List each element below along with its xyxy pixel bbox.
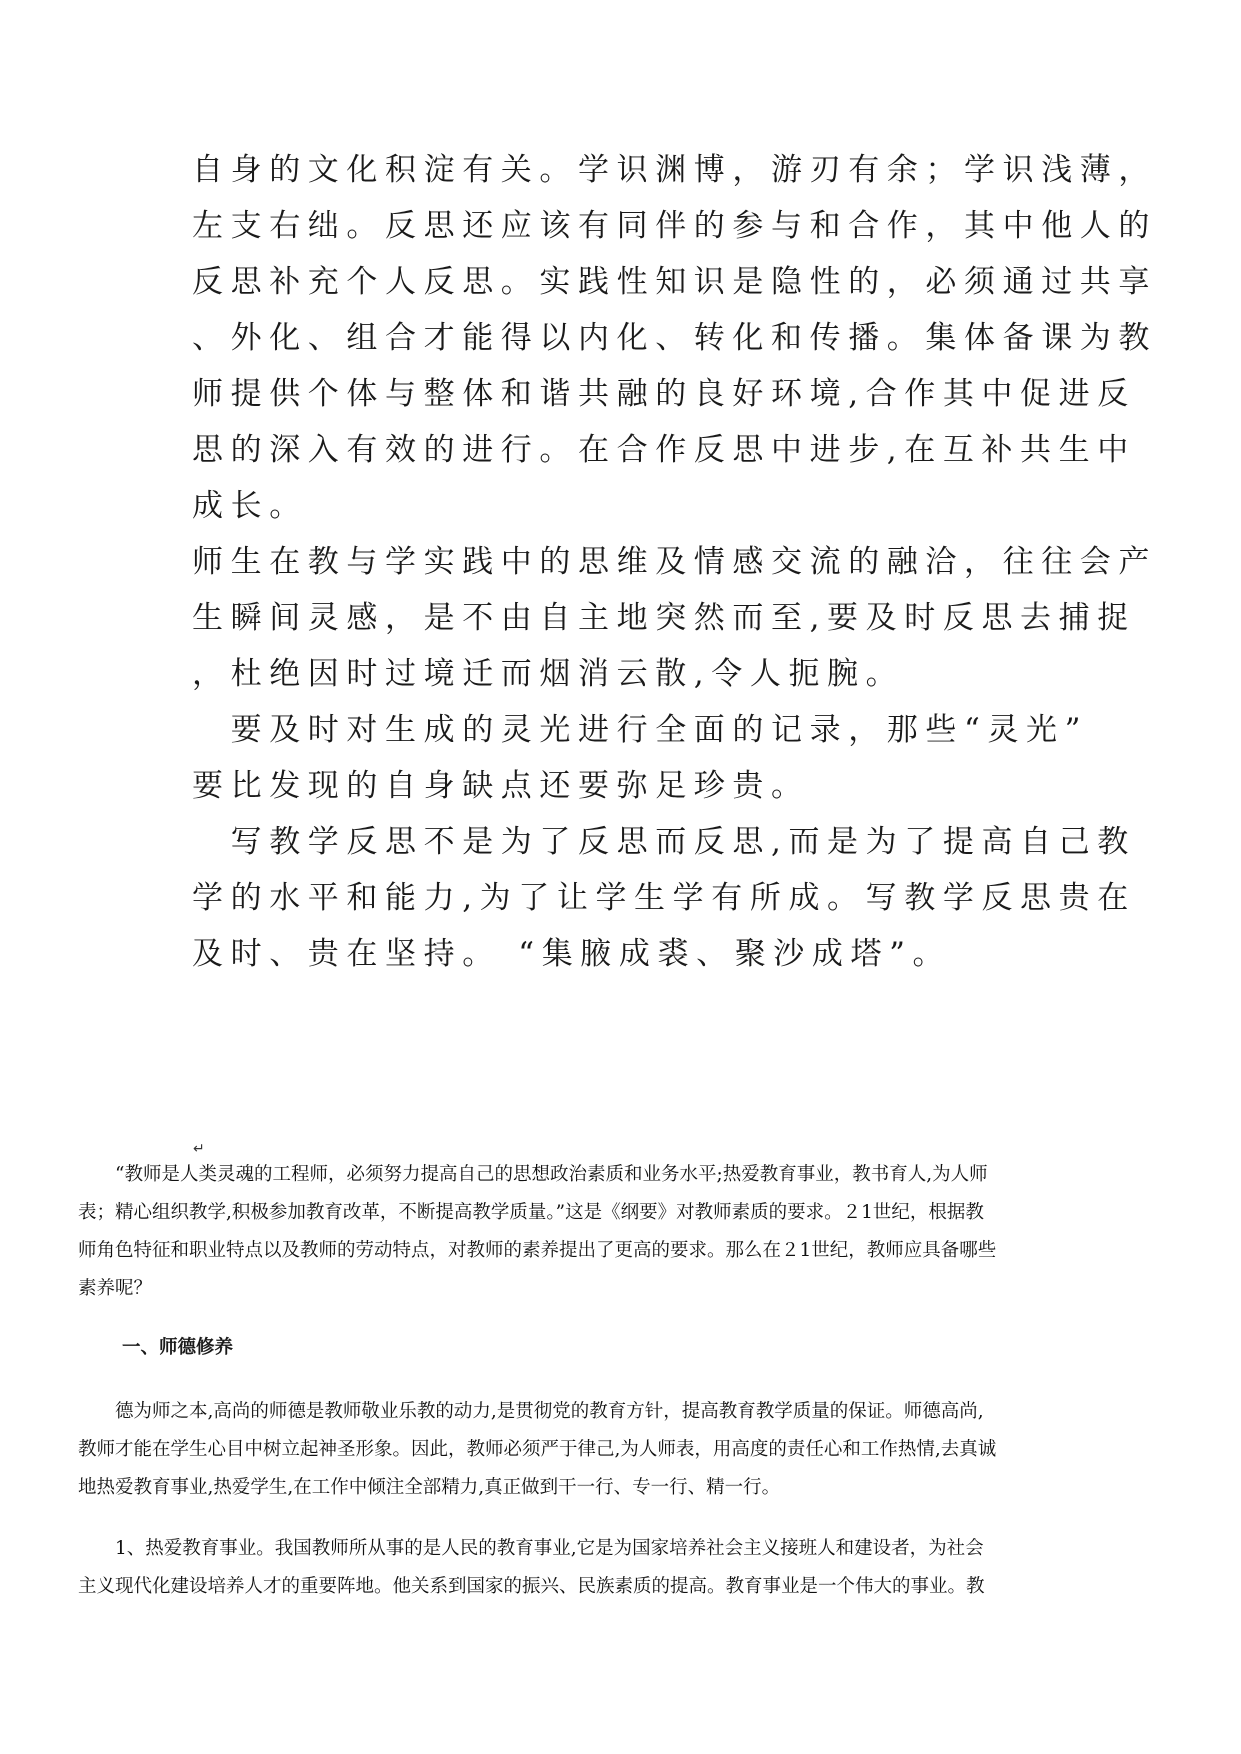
text-line: 左支右绌。反思还应该有同伴的参与和合作，其中他人的 [192,208,1157,244]
text-line: 学的水平和能力,为了让学生学有所成。写教学反思贵在 [192,880,1136,916]
text-line: 主义现代化建设培养人才的重要阵地。他关系到国家的振兴、民族素质的提高。教育事业是一个伟大的事业。教 [78,1576,985,1597]
text-line: “教师是人类灵魂的工程师，必须努力提高自己的思想政治素质和业务水平;热爱教育事业，教书育人,为人师 [78,1164,988,1185]
text-line: 及时、贵在坚持。 “集腋成裘、聚沙成塔”。 [192,936,952,972]
text-line: 师提供个体与整体和谐共融的良好环境,合作其中促进反 [192,376,1136,412]
text-line: 1、热爱教育事业。我国教师所从事的是人民的教育事业,它是为国家培养社会主义接班人和建设者，为社会 [78,1538,984,1559]
intro-paragraph [78,1156,1168,1308]
text-line: 反思补充个人反思。实践性知识是隐性的，必须通过共享 [192,264,1157,300]
text-line: 自身的文化积淀有关。学识渊博，游刃有余；学识浅薄， [192,152,1157,188]
text-line: 教师才能在学生心目中树立起神圣形象。因此，教师必须严于律己,为人师表，用高度的责任心和工作热情,去真诚 [78,1439,997,1460]
text-line: 要比发现的自身缺点还要弥足珍贵。 [192,768,810,804]
text-line: 要及时对生成的灵光进行全面的记录，那些“灵光” [192,712,1089,748]
text-line: 师角色特征和职业特点以及教师的劳动特点，对教师的素养提出了更高的要求。那么在２1世纪，教师应具备哪些 [78,1240,997,1261]
text-line: 素养呢？ [78,1278,153,1299]
section-heading: 一、师德修养 [122,1337,234,1358]
paragraph-mark-icon: ↵ [193,1141,205,1157]
text-line: 德为师之本,高尚的师德是教师敬业乐教的动力,是贯彻党的教育方针，提高教育教学质量的保证。师德高尚, [78,1401,984,1422]
text-line: 写教学反思不是为了反思而反思,而是为了提高自己教 [192,824,1136,860]
point-1-paragraph [78,1530,1168,1606]
ethics-paragraph [78,1393,1168,1507]
text-line: 成长。 [192,488,308,524]
text-line: ，杜绝因时过境迁而烟消云散,令人扼腕。 [192,656,905,692]
text-line: 思的深入有效的进行。在合作反思中进步,在互补共生中 [192,432,1136,468]
text-line: 地热爱教育事业,热爱学生,在工作中倾注全部精力,真正做到干一行、专一行、精一行。 [78,1477,781,1498]
text-line: 、外化、组合才能得以内化、转化和传播。集体备课为教 [192,320,1157,356]
text-line: 表；精心组织教学,积极参加教育改革，不断提高教学质量。”这是《纲要》对教师素质的要求。２1世纪，根据教 [78,1202,984,1223]
text-line: 生瞬间灵感，是不由自主地突然而至,要及时反思去捕捉 [192,600,1136,636]
text-line: 师生在教与学实践中的思维及情感交流的融洽，往往会产 [192,544,1157,580]
